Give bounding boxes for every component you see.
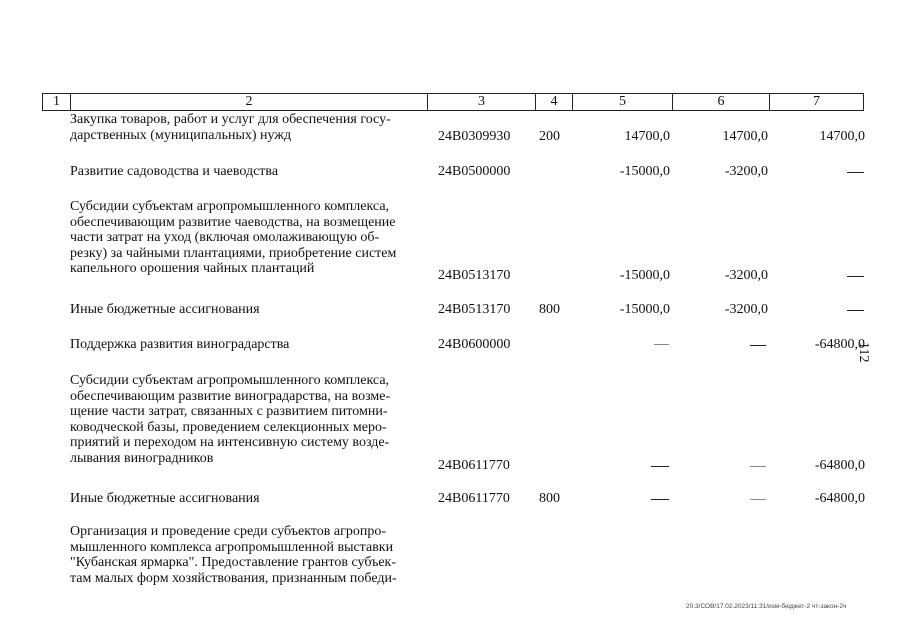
row-value-6-dash bbox=[750, 345, 766, 346]
row-code: 24В0611770 bbox=[438, 458, 510, 473]
row-value-7: -64800,0 bbox=[814, 337, 865, 352]
row-code: 24В0500000 bbox=[438, 164, 511, 179]
row-value-6: -3200,0 bbox=[724, 164, 768, 179]
header-col-6: 6 bbox=[672, 94, 769, 110]
document-footer-stamp: 20.3/СОВ/17.02.2023/11:31/изм-бюджет-2 чт-закон-2ч bbox=[686, 603, 847, 610]
row-expense-type: 800 bbox=[539, 302, 560, 317]
row-value-7-dash bbox=[847, 310, 864, 311]
row-value-6: 14700,0 bbox=[722, 129, 768, 144]
row-value-5: -15000,0 bbox=[619, 302, 670, 317]
row-description: Иные бюджетные ассигнования bbox=[70, 302, 260, 317]
row-value-7-dash bbox=[847, 172, 864, 173]
row-expense-type: 800 bbox=[539, 491, 560, 506]
row-description: Закупка товаров, работ и услуг для обеспечения госу- дарственных (муниципальных) нужд bbox=[70, 112, 391, 143]
row-code: 24В0513170 bbox=[438, 268, 511, 283]
row-code: 24В0600000 bbox=[438, 337, 511, 352]
row-value-5: 14700,0 bbox=[624, 129, 670, 144]
row-value-5-dash bbox=[654, 344, 669, 345]
row-code: 24В0611770 bbox=[438, 491, 510, 506]
header-col-4: 4 bbox=[535, 94, 572, 110]
row-value-5: -15000,0 bbox=[619, 164, 670, 179]
row-description: Субсидии субъектам агропромышленного комплекса, обеспечивающим развитие виноградарства, на возме- щение части затрат, связанных с развитием питомни- ководческой базы, проведением селекционных меро- приятий и переходом на интенсивную систему возде- лывания виноградников bbox=[70, 373, 391, 466]
row-code: 24В0513170 bbox=[438, 302, 511, 317]
row-value-7-dash bbox=[847, 276, 864, 277]
row-code: 24В0309930 bbox=[438, 129, 511, 144]
row-value-5-dash bbox=[651, 466, 669, 467]
table-header bbox=[42, 93, 864, 111]
row-description: Развитие садоводства и чаеводства bbox=[70, 164, 279, 179]
header-col-1: 1 bbox=[53, 94, 60, 109]
row-description: Иные бюджетные ассигнования bbox=[70, 491, 260, 506]
header-col-2: 2 bbox=[70, 94, 427, 110]
row-description: Поддержка развития виноградарства bbox=[70, 337, 290, 352]
header-col-7: 7 bbox=[769, 94, 863, 110]
row-value-7: -64800,0 bbox=[814, 458, 865, 473]
row-value-6: -3200,0 bbox=[724, 302, 768, 317]
row-value-5: -15000,0 bbox=[619, 268, 670, 283]
row-value-6-dash bbox=[750, 466, 766, 467]
header-col-3: 3 bbox=[427, 94, 535, 110]
row-value-7: 14700,0 bbox=[819, 129, 865, 144]
row-value-6-dash bbox=[750, 499, 766, 500]
row-expense-type: 200 bbox=[539, 129, 560, 144]
row-value-7: -64800,0 bbox=[814, 491, 865, 506]
page-number: 112 bbox=[856, 342, 871, 363]
row-description: Организация и проведение среди субъектов агропро- мышленного комплекса агропромышленной выставки "Кубанская ярмарка". Предоставление грантов субъек- там малых форм хозяйствования, признанным победи- bbox=[70, 524, 397, 586]
row-value-6: -3200,0 bbox=[724, 268, 768, 283]
row-description: Субсидии субъектам агропромышленного комплекса, обеспечивающим развитие чаеводства, на возмещение части затрат на уход (включая омолаживающую об- резку) за чайными плантациями, приобретение систем капельного орошения чайных плантаций bbox=[70, 199, 397, 276]
row-value-5-dash bbox=[651, 499, 669, 500]
header-col-5: 5 bbox=[572, 94, 672, 110]
